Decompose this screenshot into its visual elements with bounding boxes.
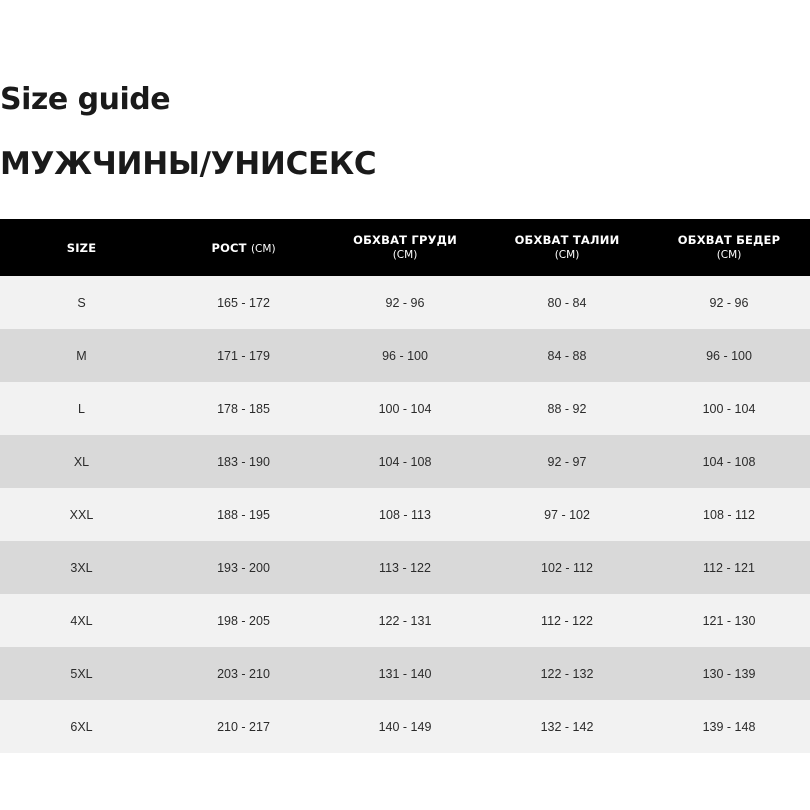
cell-hips: 104 - 108 [648, 435, 810, 488]
cell-hips: 108 - 112 [648, 488, 810, 541]
cell-waist: 97 - 102 [486, 488, 648, 541]
cell-waist: 122 - 132 [486, 647, 648, 700]
cell-size: M [0, 329, 163, 382]
cell-waist: 84 - 88 [486, 329, 648, 382]
cell-height: 203 - 210 [163, 647, 324, 700]
cell-height: 188 - 195 [163, 488, 324, 541]
cell-chest: 113 - 122 [324, 541, 486, 594]
cell-waist: 102 - 112 [486, 541, 648, 594]
page-subtitle: МУЖЧИНЫ/УНИСЕКС [0, 146, 377, 182]
cell-size: XXL [0, 488, 163, 541]
table-row [0, 435, 810, 488]
cell-height: 183 - 190 [163, 435, 324, 488]
cell-chest: 92 - 96 [324, 276, 486, 329]
table-header [0, 219, 810, 276]
page-title: Size guide [0, 82, 171, 117]
cell-chest: 104 - 108 [324, 435, 486, 488]
cell-height: 171 - 179 [163, 329, 324, 382]
cell-chest: 108 - 113 [324, 488, 486, 541]
cell-hips: 96 - 100 [648, 329, 810, 382]
cell-chest: 96 - 100 [324, 329, 486, 382]
cell-size: 3XL [0, 541, 163, 594]
table-row [0, 276, 810, 329]
column-header-chest [324, 219, 486, 276]
cell-size: 5XL [0, 647, 163, 700]
cell-hips: 112 - 121 [648, 541, 810, 594]
cell-chest: 131 - 140 [324, 647, 486, 700]
column-header-chest-unit: (СМ) [392, 249, 418, 262]
table-row [0, 594, 810, 647]
cell-waist: 132 - 142 [486, 700, 648, 753]
cell-size: 6XL [0, 700, 163, 753]
table-row [0, 647, 810, 700]
cell-waist: 112 - 122 [486, 594, 648, 647]
table-header-row [0, 219, 810, 276]
column-header-hips-unit: (СМ) [716, 249, 742, 262]
table-row [0, 382, 810, 435]
cell-height: 178 - 185 [163, 382, 324, 435]
column-header-waist [486, 219, 648, 276]
cell-size: S [0, 276, 163, 329]
cell-chest: 100 - 104 [324, 382, 486, 435]
column-header-height [163, 219, 324, 276]
column-header-waist-unit: (СМ) [554, 249, 580, 262]
cell-height: 165 - 172 [163, 276, 324, 329]
cell-hips: 100 - 104 [648, 382, 810, 435]
cell-height: 198 - 205 [163, 594, 324, 647]
cell-height: 193 - 200 [163, 541, 324, 594]
size-guide-table [0, 219, 810, 753]
table-row [0, 488, 810, 541]
cell-hips: 121 - 130 [648, 594, 810, 647]
table-row [0, 541, 810, 594]
cell-size: XL [0, 435, 163, 488]
column-header-hips [648, 219, 810, 276]
cell-hips: 139 - 148 [648, 700, 810, 753]
column-header-size-label: SIZE [66, 240, 97, 255]
cell-height: 210 - 217 [163, 700, 324, 753]
cell-chest: 140 - 149 [324, 700, 486, 753]
cell-hips: 92 - 96 [648, 276, 810, 329]
table-row [0, 329, 810, 382]
cell-hips: 130 - 139 [648, 647, 810, 700]
column-header-height-label: РОСТ [211, 240, 247, 255]
column-header-chest-label: ОБХВАТ ГРУДИ [353, 232, 457, 247]
cell-waist: 88 - 92 [486, 382, 648, 435]
column-header-size [0, 219, 163, 276]
column-header-waist-label: ОБХВАТ ТАЛИИ [514, 232, 620, 247]
cell-waist: 80 - 84 [486, 276, 648, 329]
column-header-hips-label: ОБХВАТ БЕДЕР [677, 232, 781, 247]
column-header-height-unit: (СМ) [250, 242, 276, 255]
cell-size: 4XL [0, 594, 163, 647]
cell-size: L [0, 382, 163, 435]
table-row [0, 700, 810, 753]
cell-chest: 122 - 131 [324, 594, 486, 647]
cell-waist: 92 - 97 [486, 435, 648, 488]
heading-block [0, 0, 810, 183]
table-body [0, 276, 810, 753]
